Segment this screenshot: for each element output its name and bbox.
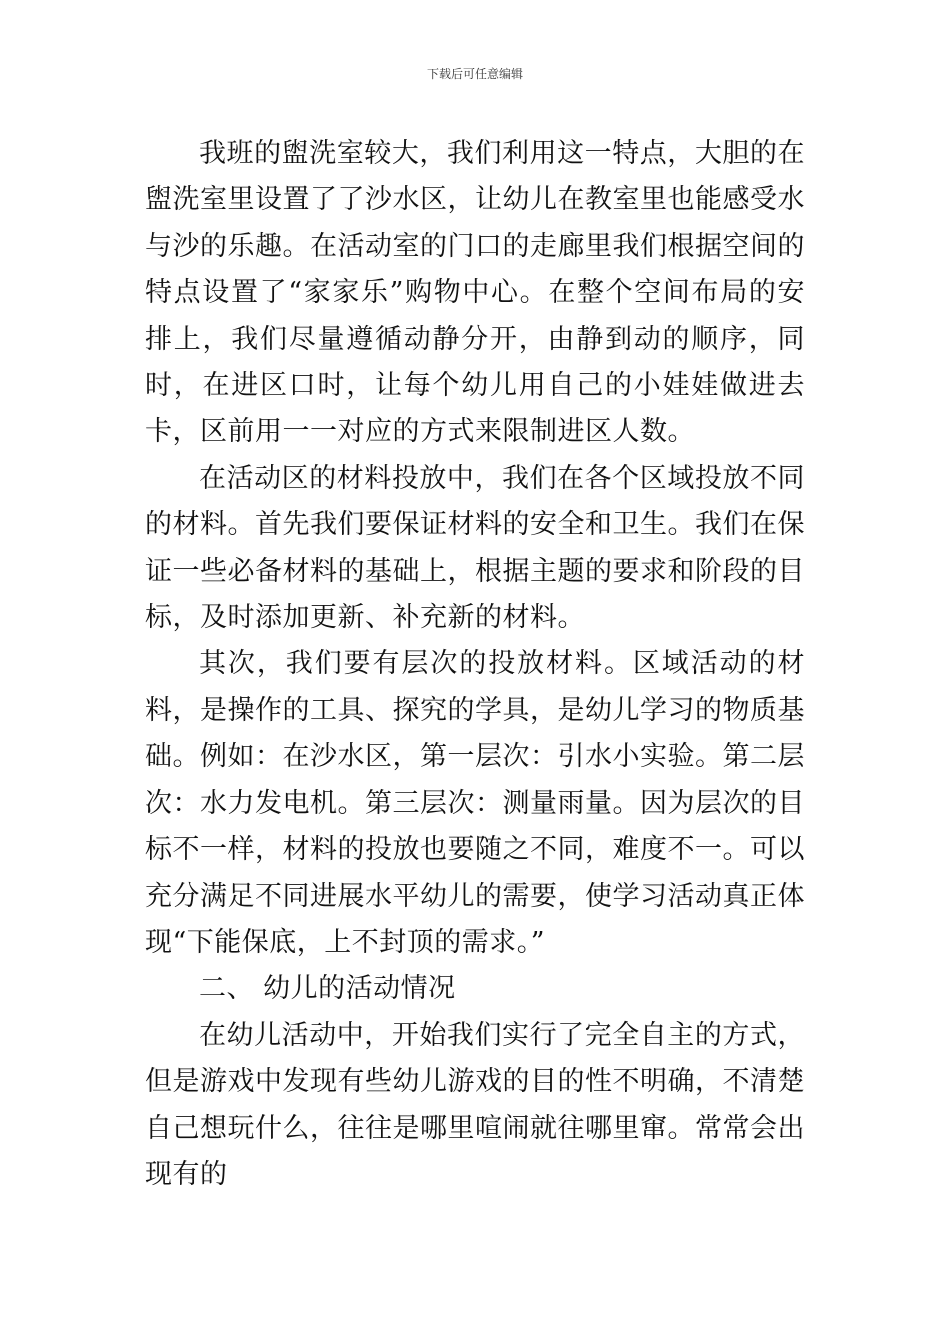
paragraph: 在幼儿活动中，开始我们实行了完全自主的方式，但是游戏中发现有些幼儿游戏的目的性不明确，不清楚自己想玩什么，往往是哪里喧闹就往哪里窜。常常会出现有的	[145, 1019, 805, 1190]
paragraph: 其次，我们要有层次的投放材料。区域活动的材料，是操作的工具、探究的学具，是幼儿学习的物质基础。例如：在沙水区，第一层次：引水小实验。第二层次：水力发电机。第三层次：测量雨量。因为层次的目标不一样，材料的投放也要随之不同，难度不一。可以充分满足不同进展水平幼儿的需要，使学习活动真正体现“下能保底，上不封顶的需求。”	[145, 648, 805, 958]
page-header: 下载后可任意编辑	[426, 67, 523, 81]
paragraph: 我班的盥洗室较大，我们利用这一特点，大胆的在盥洗室里设置了了沙水区，让幼儿在教室里也能感受水与沙的乐趣。在活动室的门口的走廊里我们根据空间的特点设置了“家家乐”购物中心。在整个空间布局的安排上，我们尽量遵循动静分开，由静到动的顺序，同时，在进区口时，让每个幼儿用自己的小娃娃做进去卡，区前用一一对应的方式来限制进区人数。	[145, 138, 805, 448]
paragraph: 在活动区的材料投放中，我们在各个区域投放不同的材料。首先我们要保证材料的安全和卫生。我们在保证一些必备材料的基础上，根据主题的要求和阶段的目标，及时添加更新、补充新的材料。	[145, 462, 805, 634]
section-heading: 二、 幼儿的活动情况	[199, 973, 456, 1005]
document-body	[145, 131, 805, 1198]
